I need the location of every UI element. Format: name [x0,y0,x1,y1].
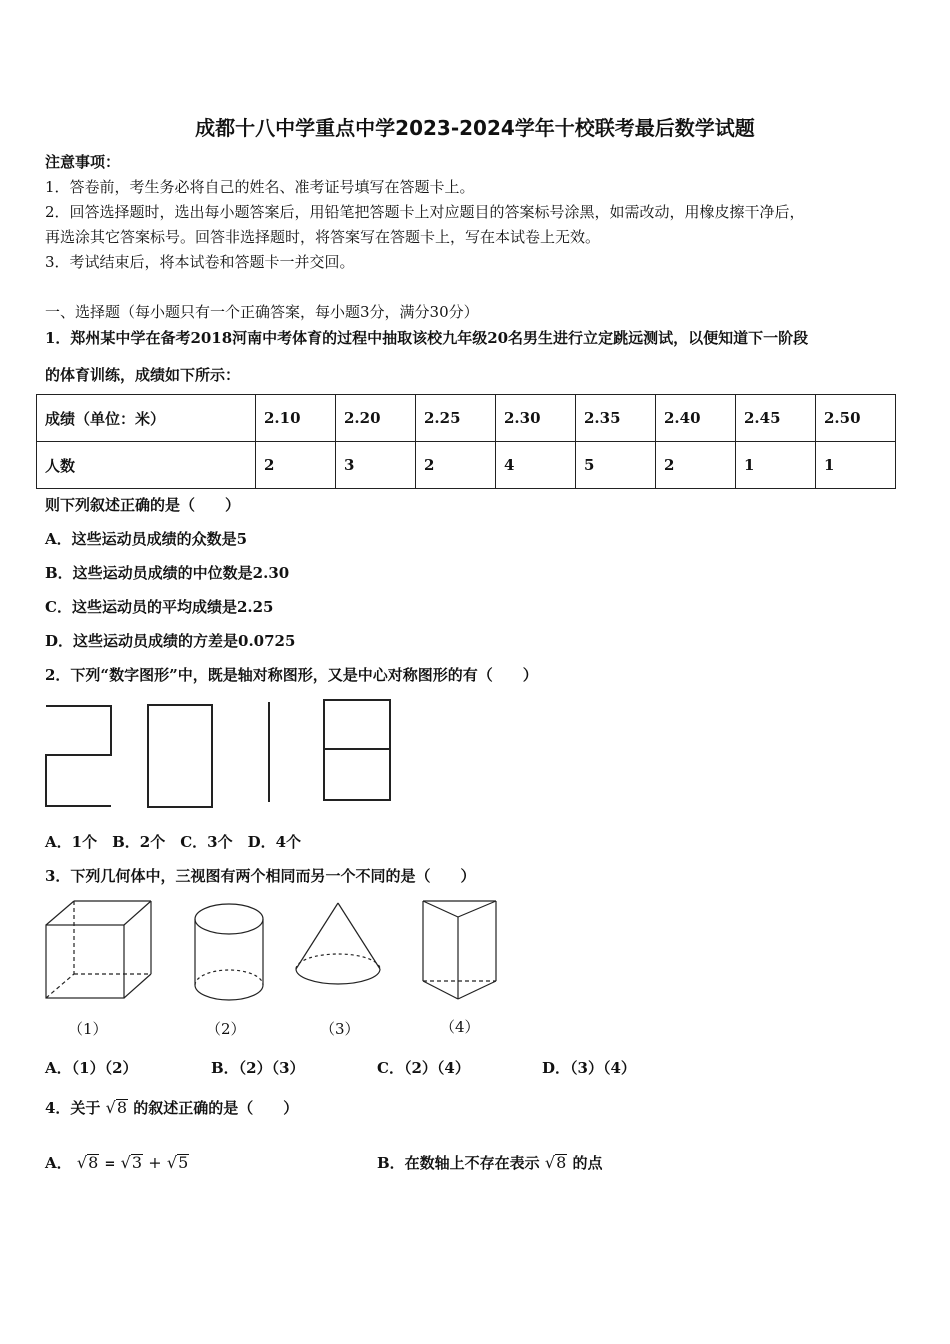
q3-option-c: C．（2）（4） [377,1059,470,1077]
solid-figures [40,895,510,1005]
table-cell: 3 [336,442,416,489]
table-cell: 2.30 [496,395,576,442]
table-cell: 4 [496,442,576,489]
table-row [37,442,896,489]
table-cell: 2 [656,442,736,489]
plus-sign: + [148,1153,162,1172]
table-cell: 2.45 [736,395,816,442]
notice-item-1: 1．答卷前，考生务必将自己的姓名、准考证号填写在答题卡上。 [45,178,475,196]
table-cell: 2.50 [816,395,896,442]
q2-stem: 2．下列“数字图形”中，既是轴对称图形，又是中心对称图形的有（ ） [45,666,538,684]
q1-option-a: A．这些运动员成绩的众数是5 [45,530,248,548]
equals-sign: = [104,1157,116,1172]
table-cell: 2.35 [576,395,656,442]
table-cell: 2.20 [336,395,416,442]
q2-options: A．1个 B．2个 C．3个 D．4个 [45,833,302,851]
table-cell: 2.25 [416,395,496,442]
figure-caption-3: （3） [320,1020,360,1038]
q4-stem-suffix: 的叙述正确的是（ ） [133,1099,299,1117]
q4-option-b-prefix: B．在数轴上不存在表示 [377,1154,540,1172]
table-cell: 1 [816,442,896,489]
sqrt-3-expression: √3 [120,1153,143,1172]
q1-prompt: 则下列叙述正确的是（ ） [45,496,241,514]
sqrt-8-expression: √8 [76,1153,99,1172]
table-cell: 2.40 [656,395,736,442]
table-cell: 2 [416,442,496,489]
q4-stem [45,1097,298,1118]
q1-stem-line2: 的体育训练，成绩如下所示： [45,366,241,384]
q3-option-a: A．（1）（2） [45,1059,138,1077]
notice-item-2: 2．回答选择题时，选出每小题答案后，用铅笔把答题卡上对应题目的答案标号涂黑，如需改动，用橡皮擦干净后， [45,203,805,221]
cylinder-figure [195,904,263,1000]
q3-option-d: D．（3）（4） [542,1059,636,1077]
figure-caption-4: （4） [440,1018,480,1036]
q3-option-b: B．（2）（3） [211,1059,305,1077]
radicand: 8 [88,1153,99,1172]
table-cell: 5 [576,442,656,489]
notice-heading: 注意事项： [45,153,121,171]
digit-figures [44,698,396,810]
table-cell: 2 [256,442,336,489]
sqrt-8-expression: √8 [544,1153,567,1172]
table-header-score: 成绩（单位：米） [37,395,256,442]
digit-5-figure [46,706,111,806]
q4-option-a [45,1152,189,1173]
cone-figure [296,903,380,984]
q3-stem: 3．下列几何体中，三视图有两个相同而另一个不同的是（ ） [45,867,476,885]
figure-caption-2: （2） [206,1020,246,1038]
score-table [36,394,896,489]
q1-stem-line1: 1．郑州某中学在备考2018河南中考体育的过程中抽取该校九年级20名男生进行立定跳远测试，以便知道下一阶段 [45,329,809,347]
radicand: 8 [556,1153,567,1172]
q4-stem-prefix: 4．关于 [45,1099,101,1117]
table-header-count: 人数 [37,442,256,489]
digit-0-figure [148,705,212,807]
sqrt-8-expression: √8 [105,1098,128,1117]
notice-item-2-cont: 再选涂其它答案标号。回答非选择题时，将答案写在答题卡上，写在本试卷上无效。 [45,228,601,246]
q4-option-a-label: A． [45,1154,72,1172]
q1-option-c: C．这些运动员的平均成绩是2.25 [45,598,274,616]
sqrt-5-expression: √5 [166,1153,189,1172]
page-title: 成都十八中学重点中学2023-2024学年十校联考最后数学试题 [195,116,755,140]
q1-option-d: D．这些运动员成绩的方差是0.0725 [45,632,296,650]
section-heading: 一、选择题（每小题只有一个正确答案，每小题3分，满分30分） [45,303,479,321]
q4-option-b [377,1152,603,1173]
radicand: 5 [178,1153,189,1172]
digit-8-figure [324,700,390,800]
table-row [37,395,896,442]
q1-option-b: B．这些运动员成绩的中位数是2.30 [45,564,290,582]
q4-option-b-suffix: 的点 [572,1154,603,1172]
table-cell: 1 [736,442,816,489]
radicand: 8 [116,1098,128,1117]
radicand: 3 [131,1153,143,1172]
prism-figure [423,901,496,999]
table-cell: 2.10 [256,395,336,442]
figure-caption-1: （1） [68,1020,108,1038]
notice-item-3: 3．考试结束后，将本试卷和答题卡一并交回。 [45,253,355,271]
cube-figure [46,901,151,998]
